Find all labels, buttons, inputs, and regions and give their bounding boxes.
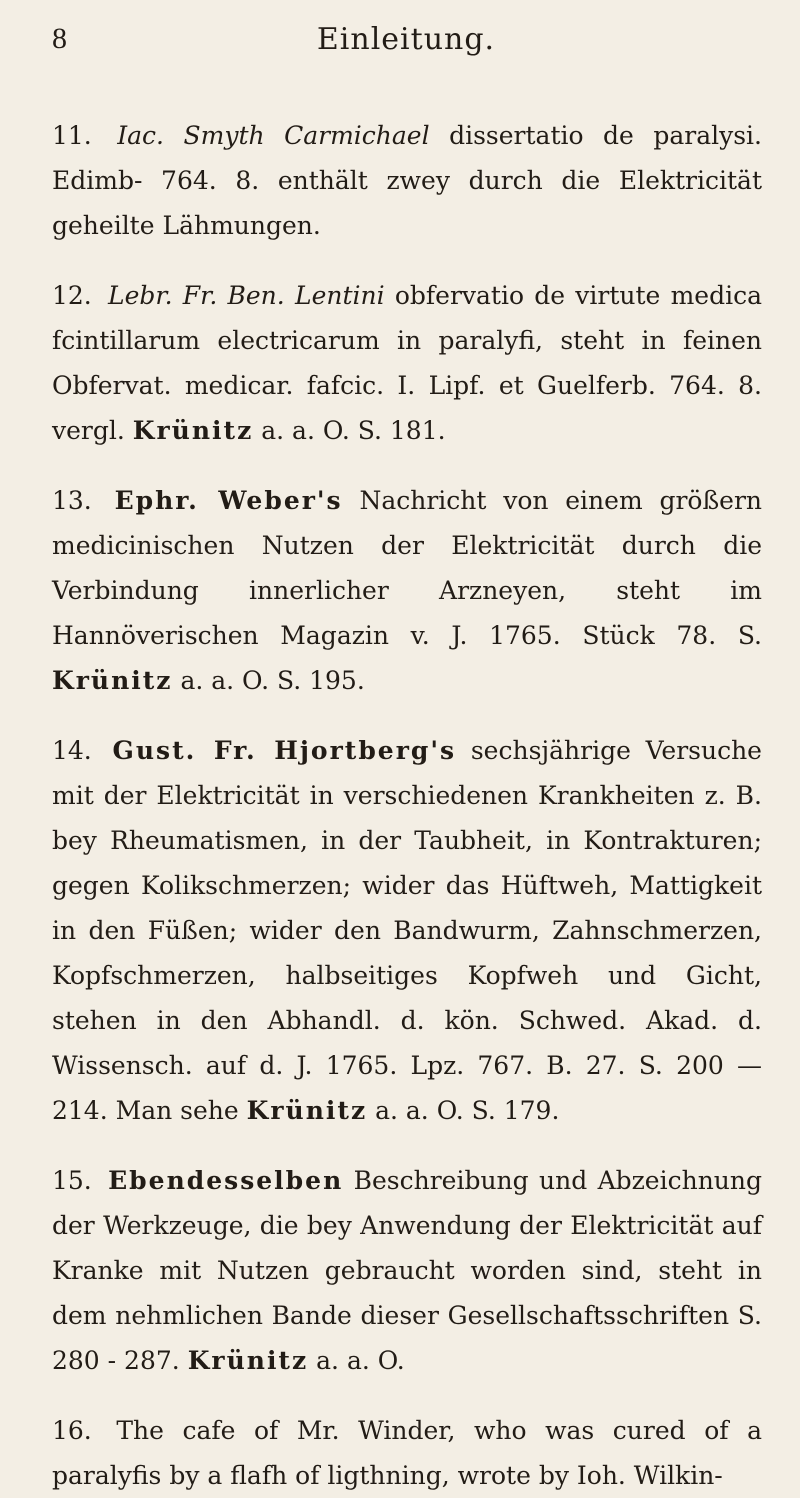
entry-text: The cafe of Mr. Winder, who was cured of a paralyfis by a flafh of ligthning, wrote by Ioh. Wilkin- bbox=[52, 1416, 762, 1490]
running-title: Einleitung. bbox=[316, 22, 496, 57]
entry-13 bbox=[52, 478, 762, 703]
entry-12 bbox=[52, 273, 762, 453]
entry-author: Ephr. Weber's bbox=[114, 486, 343, 515]
entry-15 bbox=[52, 1158, 762, 1383]
entry-text: obfervatio de virtute medica fcintillarum electricarum in paralyfi, steht in feinen Obfervat. medicar. fafcic. I. Lipf. et Guelferb. 764. 8. vergl. bbox=[52, 281, 762, 445]
entry-author: Lebr. Fr. Ben. Lentini bbox=[108, 281, 385, 310]
entry-number: 13. bbox=[52, 486, 92, 515]
entry-14 bbox=[52, 728, 762, 1133]
page-header bbox=[52, 18, 760, 62]
entry-number: 16. bbox=[52, 1416, 92, 1445]
entry-reference: Krünitz bbox=[52, 666, 173, 695]
entry-number: 11. bbox=[52, 121, 92, 150]
entry-tail: a. a. O. bbox=[316, 1346, 405, 1375]
entry-tail: a. a. O. S. 181. bbox=[261, 416, 446, 445]
entry-number: 15. bbox=[52, 1166, 92, 1195]
entry-tail: a. a. O. S. 179. bbox=[375, 1096, 560, 1125]
entry-number: 14. bbox=[52, 736, 92, 765]
entry-text: Nachricht von einem größern medicinischen Nutzen der Elektricität durch die Verbindung innerlicher Arzneyen, steht im Hannöverischen Magazin v. J. 1765. Stück 78. S. bbox=[52, 486, 762, 650]
entry-16 bbox=[52, 1408, 762, 1498]
entry-tail: a. a. O. S. 195. bbox=[180, 666, 365, 695]
entry-reference: Krünitz bbox=[132, 416, 254, 445]
entry-11 bbox=[52, 113, 762, 248]
entry-author: Ebendesselben bbox=[108, 1166, 344, 1195]
entry-text: dissertatio de paralysi. Edimb- 764. 8. enthält zwey durch die Elektricität geheilte Lähmungen. bbox=[52, 121, 762, 240]
entry-reference: Krünitz bbox=[187, 1346, 309, 1375]
page-body bbox=[52, 88, 762, 1498]
entry-author: Iac. Smyth Carmichael bbox=[117, 121, 430, 150]
entry-author: Gust. Fr. Hjortberg's bbox=[112, 736, 457, 765]
entry-text: Beschreibung und Abzeichnung der Werkzeuge, die bey Anwendung der Elektricität auf Kranke mit Nutzen gebraucht worden sind, steht in dem nehmlichen Bande dieser Gesellschaftsschriften S. 280 - 287. bbox=[52, 1166, 762, 1375]
entry-reference: Krünitz bbox=[246, 1096, 368, 1125]
entry-number: 12. bbox=[52, 281, 92, 310]
page-number: 8 bbox=[52, 22, 67, 55]
entry-text: sechsjährige Versuche mit der Elektricität in verschiedenen Krankheiten z. B. bey Rheumatismen, in der Taubheit, in Kontrakturen; gegen Kolikschmerzen; wider das Hüftweh, Mattigkeit in den Füßen; wider den Bandwurm, Zahnschmerzen, Kopfschmerzen, halbseitiges Kopfweh und Gicht, stehen in den Abhandl. d. kön. Schwed. Akad. d. Wissensch. auf d. J. 1765. Lpz. 767. B. 27. S. 200 — 214. Man sehe bbox=[52, 736, 762, 1125]
